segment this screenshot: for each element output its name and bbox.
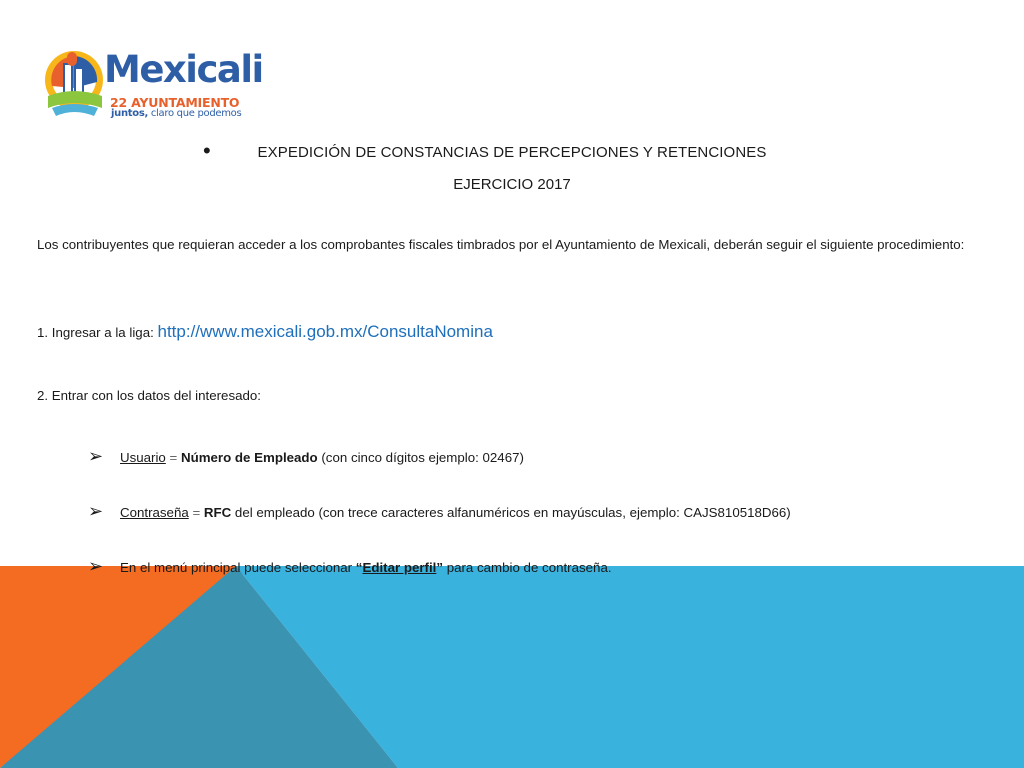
- title-bullet: •: [203, 138, 211, 163]
- step-2: [37, 388, 261, 403]
- step-1-label: Ingresar a la liga:: [48, 325, 158, 340]
- consulta-nomina-link[interactable]: http://www.mexicali.gob.mx/ConsultaNomina: [157, 322, 493, 341]
- page-subtitle: EJERCICIO 2017: [453, 176, 571, 193]
- arrow-bullet-icon: ➢: [88, 446, 104, 466]
- contrasena-label: Contraseña: [120, 505, 189, 520]
- usuario-value: Número de Empleado: [180, 450, 318, 465]
- logo-subtitle: 22 AYUNTAMIENTO: [110, 95, 240, 110]
- page-title: EXPEDICIÓN DE CONSTANCIAS DE PERCEPCIONES Y RETENCIONES: [257, 144, 767, 161]
- list-item-contrasena: ➢ Contraseña = RFC del empleado (con trece caracteres alfanuméricos en mayúsculas, ejemplo: CAJS810518D66): [88, 501, 791, 521]
- arrow-bullet-icon: ➢: [88, 501, 104, 521]
- city-emblem-icon: [44, 42, 106, 122]
- step-2-number: 2.: [37, 388, 49, 403]
- contrasena-value: RFC: [203, 505, 232, 520]
- step-1: [37, 322, 493, 342]
- logo-slogan: juntos, claro que podemos: [111, 108, 242, 119]
- editar-perfil-label: Editar perfil: [362, 560, 437, 575]
- usuario-label: Usuario: [120, 450, 166, 465]
- arrow-bullet-icon: ➢: [88, 556, 104, 576]
- list-item-usuario: ➢ Usuario = Número de Empleado (con cinco dígitos ejemplo: 02467): [88, 446, 524, 466]
- step-2-label: Entrar con los datos del interesado:: [48, 388, 261, 403]
- intro-paragraph: Los contribuyentes que requieran acceder a los comprobantes fiscales timbrados por el Ayuntamiento de Mexicali, deberán seguir el siguiente procedimiento:: [37, 237, 965, 252]
- list-item-editar-perfil: ➢ En el menú principal puede seleccionar “Editar perfil” para cambio de contraseña.: [88, 556, 612, 576]
- logo-wordmark: Mexicali: [104, 48, 263, 91]
- step-1-number: 1.: [37, 325, 49, 340]
